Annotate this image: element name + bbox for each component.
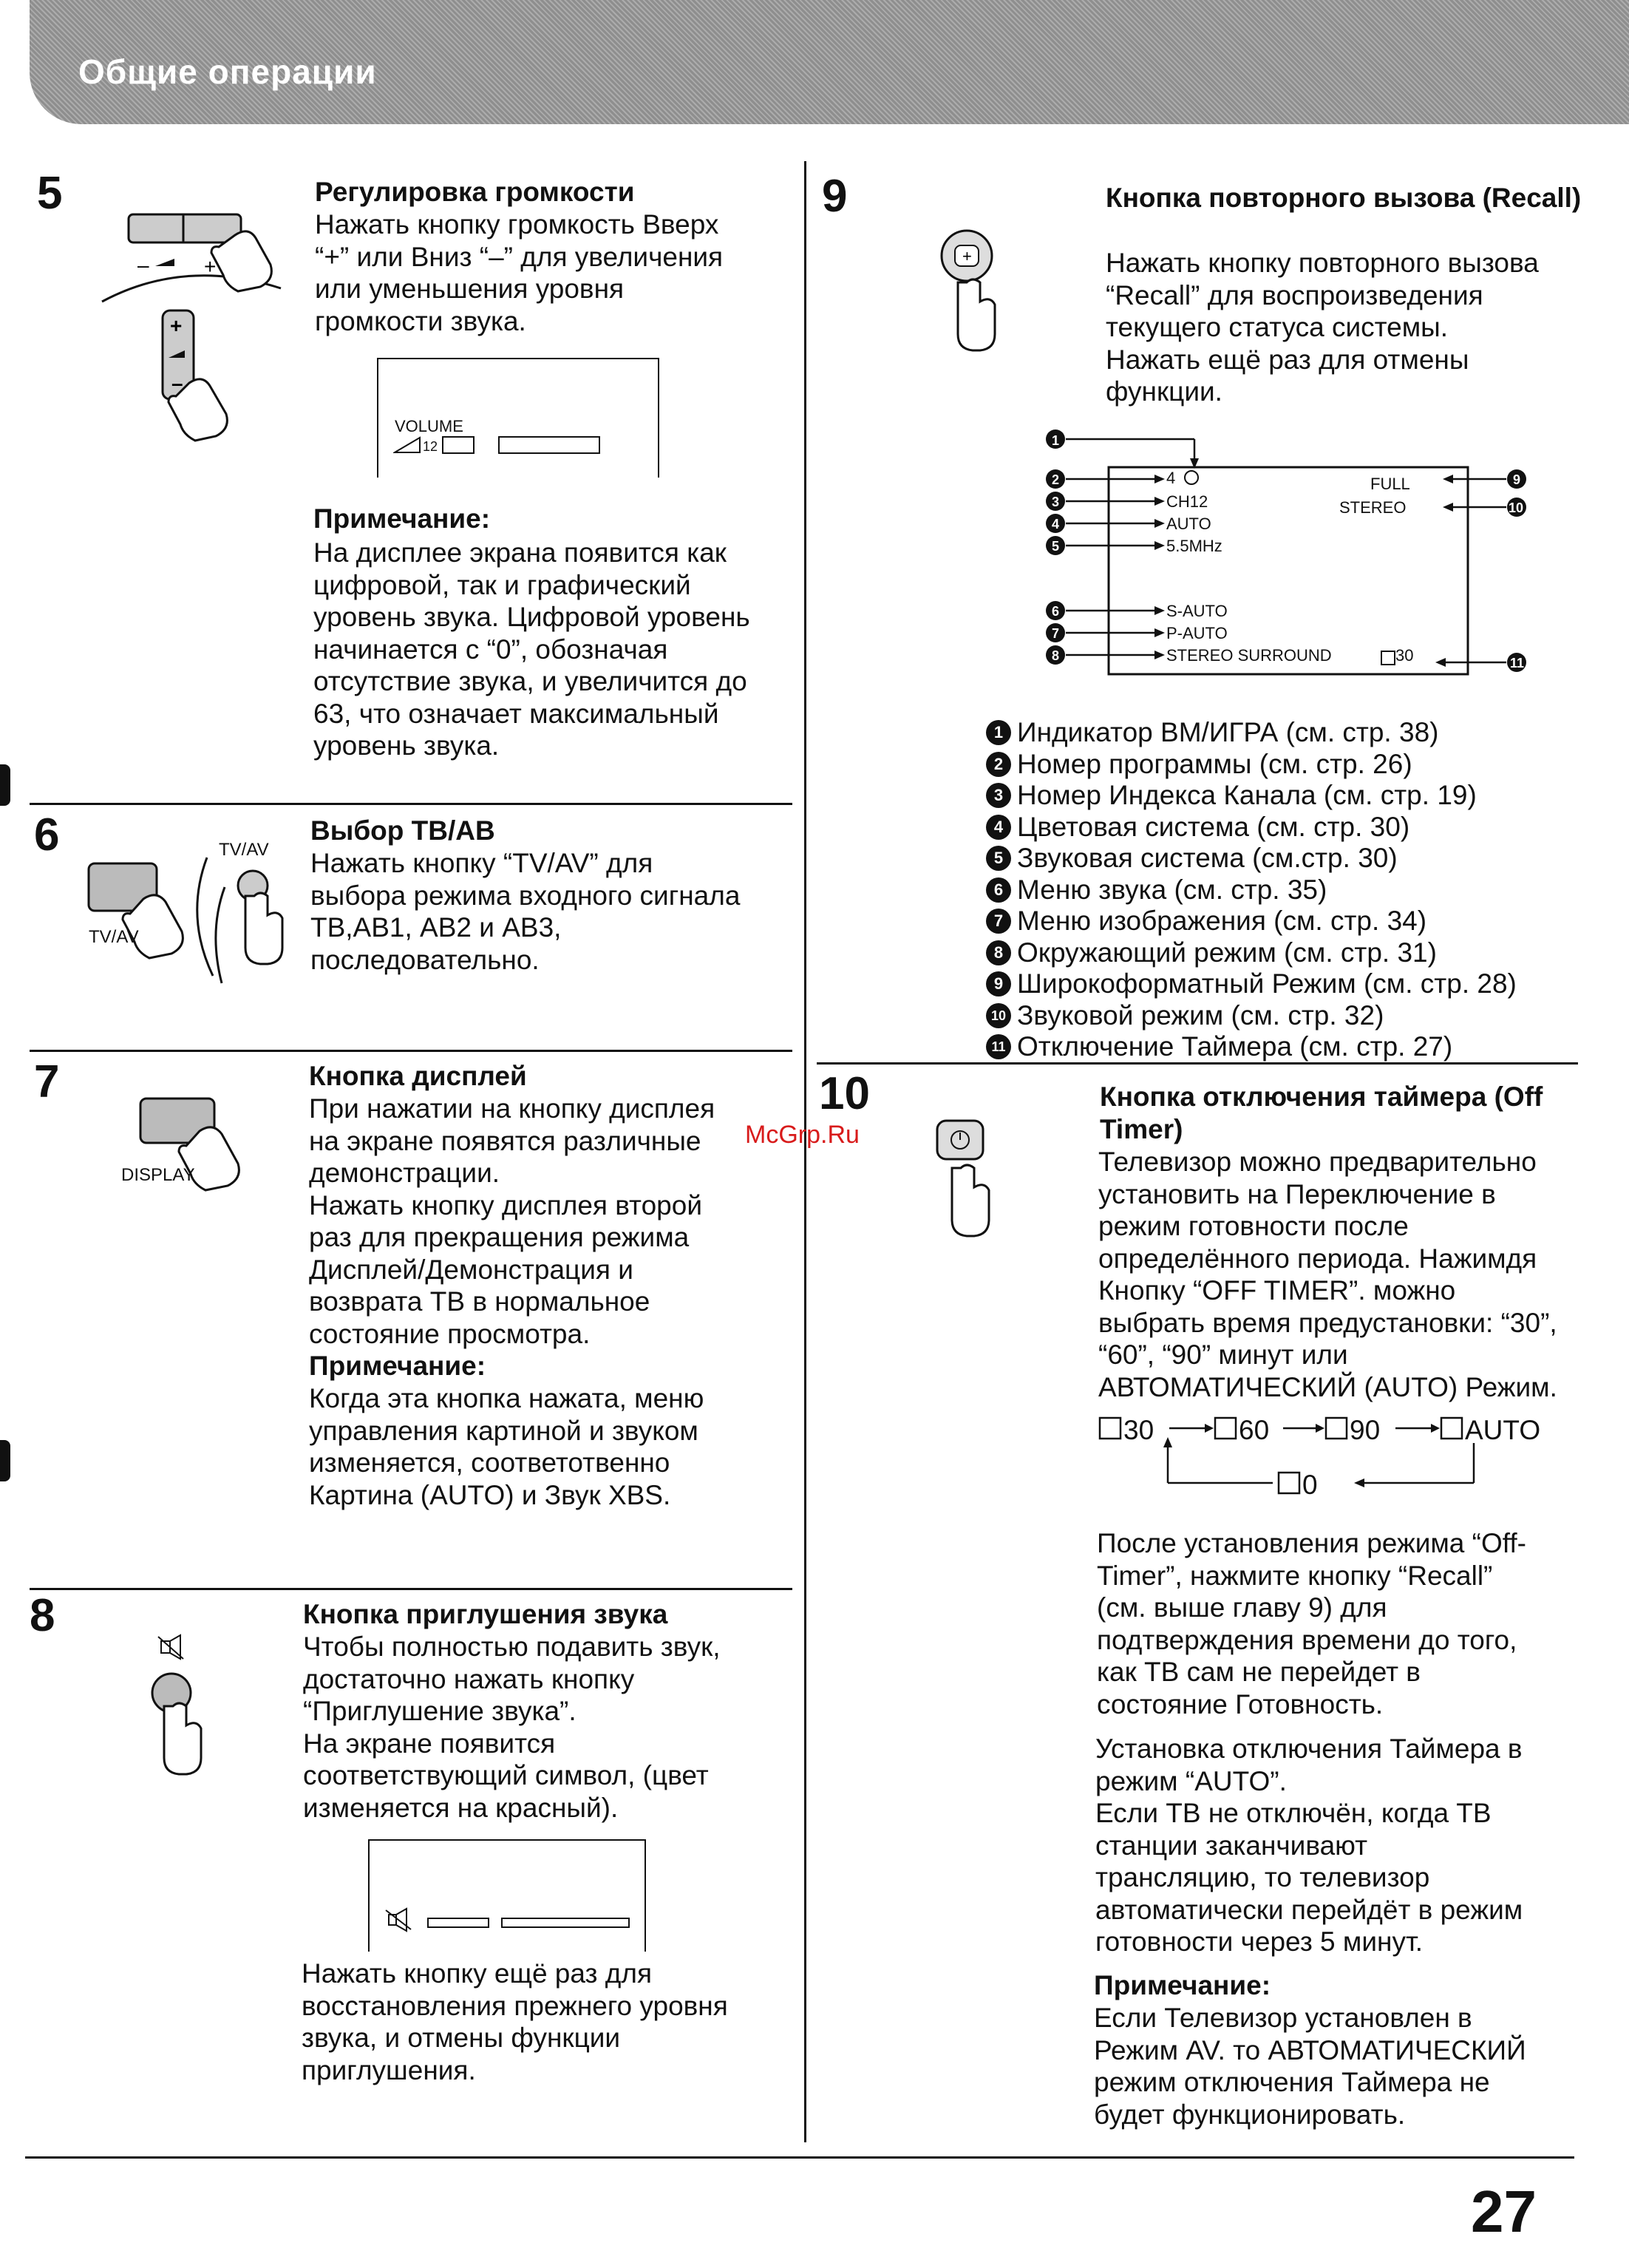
timer-option-90: 90	[1350, 1415, 1381, 1445]
note-title: Примечание:	[309, 1351, 486, 1381]
osd-channel: CH12	[1166, 492, 1208, 511]
timer-option-auto: AUTO	[1465, 1415, 1541, 1445]
osd-off-timer: 30	[1395, 646, 1414, 665]
section-paragraph: Установка отключения Таймера в режим “AUTO”. Если ТВ не отключён, когда ТВ станции заканчивают трансляцию, то телевизор автоматически перейдёт в режим готовности через 5 минут.	[1095, 1734, 1523, 1957]
off-timer-button-illustration	[933, 1115, 999, 1240]
volume-osd-label: VOLUME	[395, 417, 463, 435]
section-body: Нажать кнопку громкость Вверх “+” или Вниз “–” для увеличения или уменьшения уровня громкости звука.	[315, 209, 724, 336]
legend-item: 5 Звуковая система (см.стр. 30)	[986, 843, 1517, 875]
section-paragraph: После установления режима “Off- Timer”, нажмите кнопку “Recall” (см. выше главу 9) для подтверждения времени до того, как ТВ сам не перейдет в состояние Готовность.	[1097, 1528, 1526, 1719]
tv-av-button-label: TV/AV	[89, 927, 139, 947]
section-title: Кнопка приглушения звука	[303, 1599, 668, 1629]
section-after-text: Нажать кнопку ещё раз для восстановления прежнего уровня звука, и отмены функции приглушения.	[302, 1958, 728, 2085]
legend-item: 8 Окружающий режим (см. стр. 31)	[986, 937, 1517, 969]
binding-hole	[0, 764, 10, 806]
section-body: Нажать кнопку “TV/AV” для выбора режима входного сигнала ТВ,АВ1, АВ2 и АВ3, последовательно.	[310, 848, 741, 975]
volume-button-illustration	[96, 206, 288, 449]
mute-button-illustration	[145, 1634, 211, 1782]
speaker-icon	[393, 436, 423, 454]
osd-surround: STEREO SURROUND	[1166, 646, 1332, 665]
section-number: 7	[34, 1056, 60, 1107]
legend-item: 10 Звуковой режим (см. стр. 32)	[986, 1000, 1517, 1032]
svg-text:+: +	[962, 247, 972, 265]
osd-color-system: AUTO	[1166, 515, 1211, 533]
svg-text:1: 1	[1052, 433, 1060, 448]
section-title: Кнопка отключения таймера (Off Timer)	[1100, 1082, 1543, 1144]
legend-item: 2 Номер программы (см. стр. 26)	[986, 749, 1517, 781]
section-body: Телевизор можно предварительно установить на Переключение в режим готовности после определённого периода. Нажимдя Кнопку “OFF TIMER”. можно выбрать время предустановки: “30”, “60”, “90” минут или АВТОМАТИЧЕСКИЙ (AUTO) Режим.	[1098, 1147, 1557, 1402]
note-title: Примечание:	[313, 503, 491, 534]
section-title: Регулировка громкости	[315, 177, 635, 207]
osd-picture-menu: P-AUTO	[1166, 624, 1228, 642]
osd-sound-menu: S-AUTO	[1166, 602, 1228, 620]
tv-av-button-label: TV/AV	[219, 840, 269, 860]
mute-icon	[158, 1635, 183, 1659]
note-text: Когда эта кнопка нажата, меню управления картиной и звуком изменяется, соответотвенно Картина (AUTO) и Звук XBS.	[309, 1383, 704, 1510]
osd-wide-mode: FULL	[1370, 475, 1410, 493]
volume-osd-value: 12	[423, 439, 438, 454]
volume-osd-screen	[377, 358, 659, 478]
section-divider	[30, 1588, 792, 1590]
section-title: Выбор ТВ/АВ	[310, 815, 495, 846]
mute-osd-screen	[368, 1839, 646, 1952]
timer-option-30: 30	[1123, 1415, 1154, 1445]
watermark: McGrp.Ru	[745, 1121, 860, 1149]
section-body: Чтобы полностью подавить звук, достаточно нажать кнопку “Приглушение звука”. На экране появится соответствующий символ, (цвет изменяется на красный).	[303, 1632, 721, 1823]
svg-text:4: 4	[1052, 517, 1060, 532]
svg-text:5: 5	[1052, 539, 1060, 554]
section-body: Нажать кнопку повторного вызова “Recall” для воспроизведения текущего статуса системы. Нажать ещё раз для отмены функции.	[1106, 248, 1539, 407]
legend-item: 9 Широкоформатный Режим (см. стр. 28)	[986, 968, 1517, 1000]
legend-item: 3 Номер Индекса Канала (см. стр. 19)	[986, 780, 1517, 812]
section-number: 6	[34, 809, 60, 860]
section-number: 8	[30, 1590, 55, 1641]
svg-text:2: 2	[1052, 472, 1060, 487]
legend-item: 11 Отключение Таймера (см. стр. 27)	[986, 1031, 1517, 1063]
footer-rule	[25, 2156, 1574, 2159]
svg-text:3: 3	[1052, 495, 1060, 509]
osd-sound-mode: STEREO	[1339, 498, 1407, 517]
section-divider	[30, 1050, 792, 1052]
svg-text:+: +	[204, 255, 217, 278]
timer-option-0: 0	[1302, 1470, 1318, 1500]
volume-bar-filled	[427, 1918, 489, 1928]
note-text: На дисплее экрана появится как цифровой, так и графический уровень звука. Цифровой уровень начинается с “0”, обозначая отсутствие звука, и увеличится до 63, что означает максимальный уровень звука.	[313, 537, 750, 761]
section-divider	[30, 803, 792, 805]
legend-item: 7 Меню изображения (см. стр. 34)	[986, 906, 1517, 937]
column-divider	[804, 161, 806, 2142]
display-button-label: DISPLAY	[121, 1165, 195, 1185]
mute-icon	[384, 1907, 414, 1932]
osd-program-number: 4	[1166, 469, 1176, 487]
svg-text:+: +	[170, 314, 183, 337]
legend-item: 6 Меню звука (см. стр. 35)	[986, 875, 1517, 906]
svg-text:8: 8	[1052, 648, 1060, 663]
note-text: Если Телевизор установлен в Режим AV. то АВТОМАТИЧЕСКИЙ режим отключения Таймера не будет функционировать.	[1094, 2003, 1526, 2130]
svg-text:7: 7	[1052, 626, 1060, 641]
section-title: Кнопка дисплей	[309, 1061, 527, 1091]
page-number: 27	[1471, 2179, 1537, 2244]
section-number: 5	[37, 168, 63, 219]
legend-item: 4 Цветовая система (см. стр. 30)	[986, 812, 1517, 843]
page-title: Общие операции	[78, 52, 377, 91]
legend-item: 1 Индикатор ВМ/ИГРА (см. стр. 38)	[986, 717, 1517, 749]
recall-osd-diagram	[1035, 426, 1537, 680]
svg-text:6: 6	[1052, 604, 1060, 619]
svg-text:–: –	[137, 254, 149, 276]
svg-text:–: –	[171, 372, 183, 395]
timer-option-60: 60	[1239, 1415, 1270, 1445]
volume-bar-empty	[501, 1918, 630, 1928]
volume-bar-empty	[498, 436, 600, 454]
tv-av-button-illustration	[81, 828, 303, 998]
svg-text:9: 9	[1513, 472, 1521, 487]
section-title: Кнопка повторного вызова (Recall)	[1106, 183, 1582, 213]
section-body: При нажатии на кнопку дисплея на экране появятся различные демонстрации. Нажать кнопку дисплея второй раз для прекращения режима Дисплей/Демонстрация и возврата ТВ в нормальное состояние просмотра.	[309, 1093, 715, 1349]
volume-bar-filled	[442, 436, 475, 454]
binding-hole	[0, 1440, 10, 1481]
recall-button-illustration	[933, 223, 1014, 356]
svg-text:11: 11	[1510, 656, 1525, 670]
note-title: Примечание:	[1094, 1970, 1271, 2000]
off-timer-icon	[1381, 651, 1395, 665]
section-number: 10	[819, 1068, 870, 1119]
svg-text:10: 10	[1509, 500, 1524, 515]
section-number: 9	[822, 171, 848, 222]
osd-sound-system: 5.5MHz	[1166, 537, 1222, 555]
recall-legend	[986, 717, 1517, 1063]
